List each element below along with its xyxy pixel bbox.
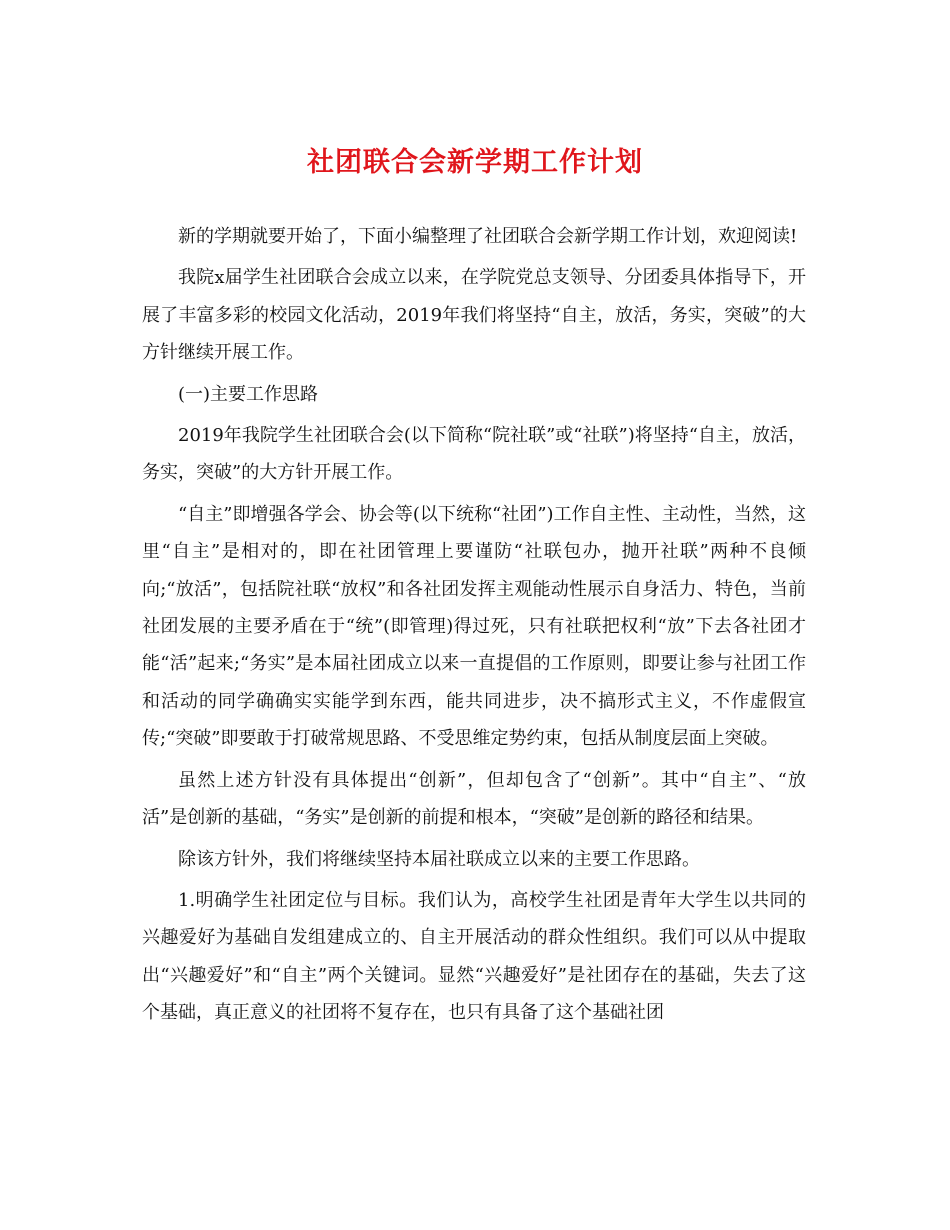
document-body (142, 218, 806, 1036)
paragraph-intro: 新的学期就要开始了，下面小编整理了社团联合会新学期工作计划，欢迎阅读! (178, 226, 798, 247)
paragraph-policy-explanation: “自主”即增强各学会、协会等(以下统称“社团”)工作自主性、主动性，当然，这里“自主”是相对的，即在社团管理上要谨防“社联包办，抛开社联”两种不良倾向;“放活”，包括院社联“放权”和各社团发挥主观能动性展示自身活力、特色，当前社团发展的主要矛盾在于“统”(即管理)得过死，只有社联把权利“放”下去各社团才能“活”起来;“务实”是本届社团成立以来一直提倡的工作原则，即要让参与社团工作和活动的同学确确实实能学到东西，能共同进步，决不搞形式主义，不作虚假宣传;“突破”即要敢于打破常规思路、不受思维定势约束，包括从制度层面上突破。 (142, 503, 806, 750)
paragraph-point-1: 1.明确学生社团定位与目标。我们认为，高校学生社团是青年大学生以共同的兴趣爱好为基础自发组建成立的、自主开展活动的群众性组织。我们可以从中提取出“兴趣爱好”和“自主”两个关键词。显然“兴趣爱好”是社团存在的基础，失去了这个基础，真正意义的社团将不复存在，也只有具备了这个基础社团 (142, 889, 806, 1024)
paragraph-continue: 除该方针外，我们将继续坚持本届社联成立以来的主要工作思路。 (178, 848, 700, 870)
paragraph-policy: 2019年我院学生社团联合会(以下简称“院社联”或“社联”)将坚持“自主，放活，务实，突破”的大方针开展工作。 (142, 425, 806, 484)
paragraph-innovation: 虽然上述方针没有具体提出“创新”，但却包含了“创新”。其中“自主”、“放活”是创新的基础，“务实”是创新的前提和根本，“突破”是创新的路径和结果。 (142, 769, 806, 829)
section-heading-main-ideas: (一)主要工作思路 (178, 383, 319, 405)
paragraph-background: 我院x届学生社团联合会成立以来，在学院党总支领导、分团委具体指导下，开展了丰富多彩的校园文化活动，2019年我们将坚持“自主，放活，务实，突破”的大方针继续开展工作。 (142, 267, 806, 364)
document-title: 社团联合会新学期工作计划 (307, 147, 643, 178)
